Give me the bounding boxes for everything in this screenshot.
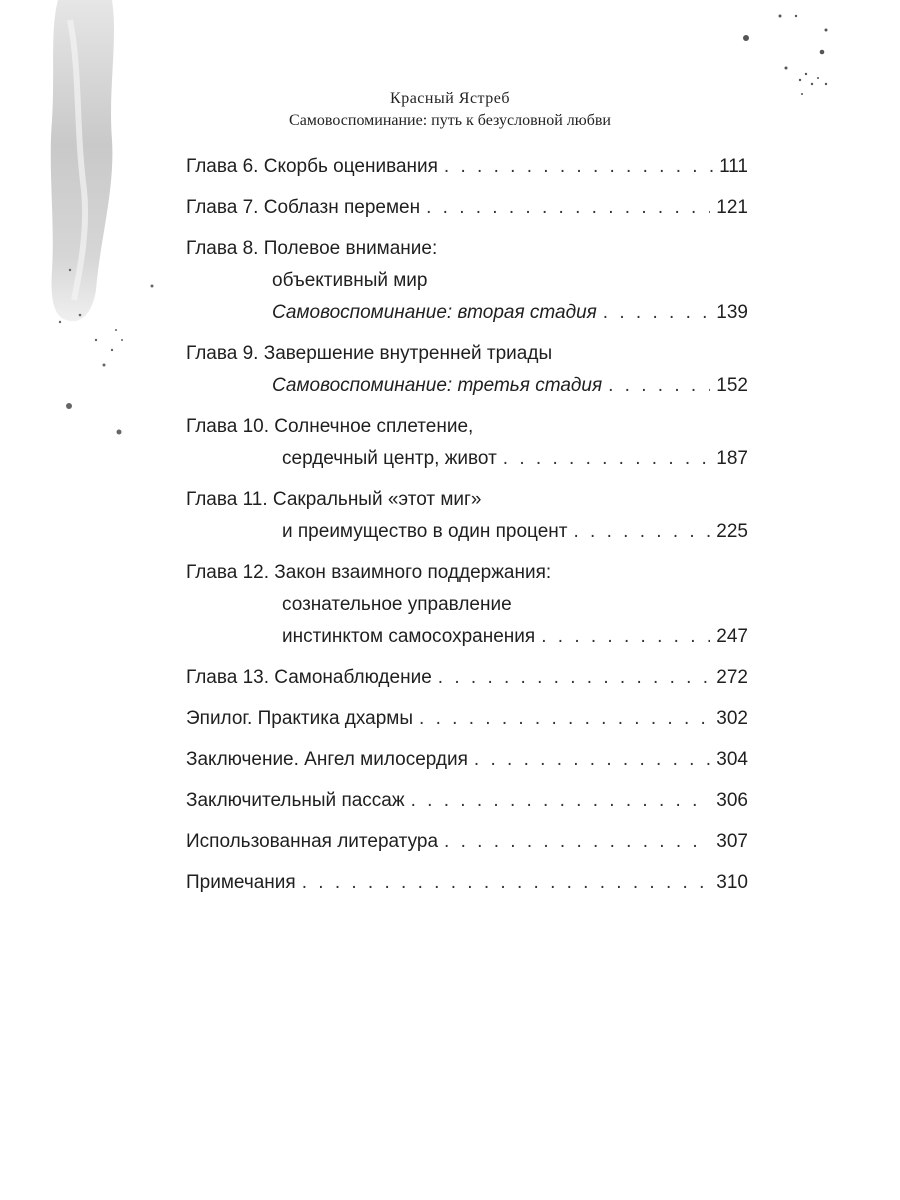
toc-page-number: 187	[716, 448, 748, 469]
toc-entry-section: Самовоспоминание: вторая стадия	[272, 302, 597, 323]
toc-entry[interactable]	[186, 744, 748, 776]
toc-page-number: 272	[716, 667, 748, 688]
toc-entry-title: Глава 13. Самонаблюдение	[186, 667, 432, 688]
toc-entry-title: Глава 9. Завершение внутренней триады	[186, 343, 553, 364]
toc-entry-title: Глава 12. Закон взаимного поддержания:	[186, 562, 552, 583]
toc-entry-title: Заключительный пассаж	[186, 790, 405, 811]
toc-entry-subtitle: сердечный центр, живот	[282, 448, 497, 469]
table-of-contents	[186, 151, 748, 908]
dot-leader	[302, 867, 711, 899]
toc-page-number: 139	[716, 302, 748, 323]
toc-entry-title: Заключение. Ангел милосердия	[186, 749, 468, 770]
toc-entry-title: Глава 8. Полевое внимание:	[186, 238, 438, 259]
toc-page-number: 310	[716, 872, 748, 893]
book-title: Самовоспоминание: путь к безусловной любви	[289, 112, 611, 129]
toc-entry-title: Глава 7. Соблазн перемен	[186, 197, 421, 218]
toc-page-number: 111	[719, 156, 748, 177]
dot-leader	[608, 370, 710, 402]
toc-page-number: 152	[716, 375, 748, 396]
toc-entry-title: Примечания	[186, 872, 296, 893]
toc-page-number: 306	[716, 790, 748, 811]
toc-entry-subtitle: сознательное управление	[282, 594, 512, 615]
toc-page-number: 247	[716, 626, 748, 647]
dot-leader	[444, 151, 713, 183]
dot-leader	[426, 192, 710, 224]
toc-entry[interactable]	[186, 151, 748, 183]
toc-entry-title: Глава 10. Солнечное сплетение,	[186, 416, 474, 437]
toc-entry-subtitle: объективный мир	[272, 270, 428, 291]
dot-leader	[603, 297, 711, 329]
toc-entry[interactable]	[186, 662, 748, 694]
toc-entry-title: Использованная литература	[186, 831, 439, 852]
dot-leader	[444, 826, 710, 858]
toc-page-number: 304	[716, 749, 748, 770]
toc-entry-subtitle: и преимущество в один процент	[282, 521, 568, 542]
dot-leader	[503, 443, 711, 475]
dot-leader	[438, 662, 711, 694]
toc-entry[interactable]	[186, 192, 748, 224]
running-header	[0, 88, 900, 132]
splatter-dots-right	[743, 15, 828, 96]
dot-leader	[474, 744, 710, 776]
toc-entry[interactable]	[186, 826, 748, 858]
toc-entry[interactable]	[186, 557, 748, 653]
toc-page-number: 302	[716, 708, 748, 729]
toc-entry[interactable]	[186, 338, 748, 402]
book-author: Красный Ястреб	[390, 90, 510, 107]
toc-entry-section: Самовоспоминание: третья стадия	[272, 375, 603, 396]
toc-entry-title: Глава 11. Сакральный «этот миг»	[186, 489, 482, 510]
toc-entry[interactable]	[186, 411, 748, 475]
toc-entry-title: Глава 6. Скорбь оценивания	[186, 156, 438, 177]
dot-leader	[541, 621, 710, 653]
dot-leader	[573, 516, 710, 548]
toc-page-number: 121	[716, 197, 748, 218]
toc-entry[interactable]	[186, 867, 748, 899]
toc-entry-title: Эпилог. Практика дхармы	[186, 708, 414, 729]
dot-leader	[419, 703, 710, 735]
toc-entry[interactable]	[186, 703, 748, 735]
toc-entry[interactable]	[186, 785, 748, 817]
dot-leader	[411, 785, 711, 817]
toc-page-number: 225	[716, 521, 748, 542]
toc-entry[interactable]	[186, 484, 748, 548]
toc-entry[interactable]	[186, 233, 748, 329]
toc-page-number: 307	[716, 831, 748, 852]
toc-entry-subtitle: инстинктом самосохранения	[282, 626, 536, 647]
